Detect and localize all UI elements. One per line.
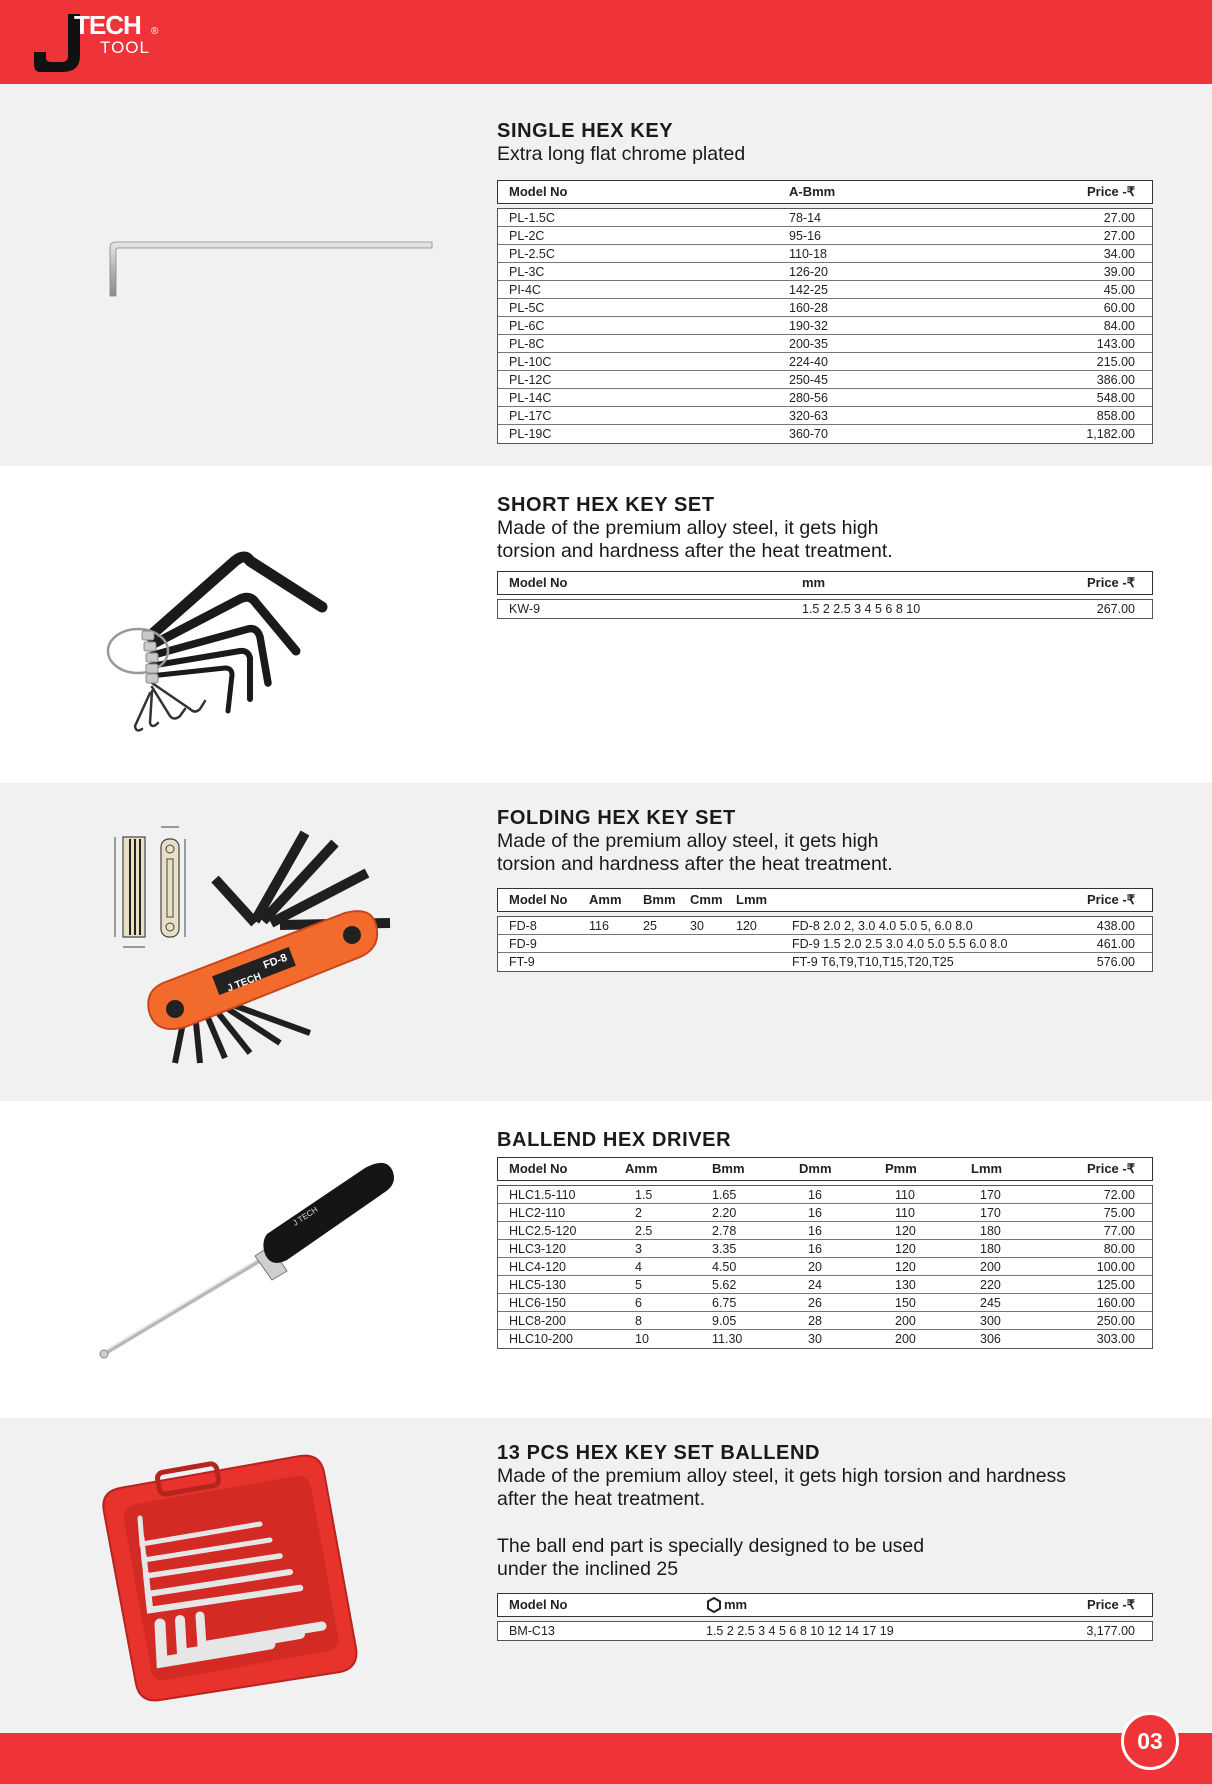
section-title: FOLDING HEX KEY SET <box>497 807 736 829</box>
table-cell: 2 <box>635 1206 642 1220</box>
table-cell: HLC5-130 <box>509 1278 566 1292</box>
table-cell: 142-25 <box>789 283 828 297</box>
table-cell: PL-6C <box>509 319 545 333</box>
table-cell: 386.00 <box>1096 373 1135 387</box>
table-row <box>498 407 1152 425</box>
table-cell: 267.00 <box>1096 602 1135 616</box>
table-cell: 143.00 <box>1096 337 1135 351</box>
table-cell: FD-8 2.0 2, 3.0 4.0 5.0 5, 6.0 8.0 <box>792 919 973 933</box>
table-cell: 180 <box>980 1242 1001 1256</box>
table-cell: 303.00 <box>1096 1332 1135 1346</box>
column-header: Model No <box>509 1597 568 1612</box>
section-short-hex-key-set <box>0 466 1212 783</box>
column-header: Price -₹ <box>1086 575 1135 590</box>
table-cell: 16 <box>808 1206 822 1220</box>
svg-text:®: ® <box>151 26 159 37</box>
table-cell: 27.00 <box>1103 211 1135 225</box>
table-cell: 3,177.00 <box>1086 1624 1135 1638</box>
table-cell: 125.00 <box>1096 1278 1135 1292</box>
table-cell: 8 <box>635 1314 642 1328</box>
table-cell: KW-9 <box>509 602 541 616</box>
table-row <box>498 371 1152 389</box>
table-cell: 25 <box>643 919 657 933</box>
table-cell: 250-45 <box>789 373 828 387</box>
table-cell: 28 <box>808 1314 822 1328</box>
svg-text:FD-8: FD-8 <box>261 951 289 972</box>
table-row <box>498 263 1152 281</box>
column-header: Dmm <box>799 1161 832 1176</box>
table-cell: 4.50 <box>712 1260 737 1274</box>
table-cell: FD-8 <box>509 919 537 933</box>
table-cell: PL-8C <box>509 337 545 351</box>
table-cell: 245 <box>980 1296 1001 1310</box>
table-cell: 34.00 <box>1103 247 1135 261</box>
short-hex-key-set-image <box>100 511 330 741</box>
column-header: Model No <box>509 575 568 590</box>
table-cell: 200 <box>895 1314 916 1328</box>
table-cell: 200-35 <box>789 337 828 351</box>
table-cell: 3.35 <box>712 1242 737 1256</box>
table-row <box>498 935 1152 953</box>
table-header <box>497 571 1153 595</box>
table-cell: 250.00 <box>1096 1314 1135 1328</box>
table-cell: 2.78 <box>712 1224 737 1238</box>
section-13-pcs-hex-key-set <box>0 1418 1212 1733</box>
table-cell: 858.00 <box>1096 409 1135 423</box>
table-cell: 9.05 <box>712 1314 737 1328</box>
table-cell: 2.5 <box>635 1224 653 1238</box>
table-cell: 320-63 <box>789 409 828 423</box>
table-cell: 3 <box>635 1242 642 1256</box>
table-cell: 30 <box>690 919 704 933</box>
table-cell: 220 <box>980 1278 1001 1292</box>
table-cell: 150 <box>895 1296 916 1310</box>
table-cell: 120 <box>736 919 757 933</box>
table-cell: 120 <box>895 1224 916 1238</box>
table-cell: 1.5 2 2.5 3 4 5 6 8 10 <box>802 602 921 616</box>
table-row <box>498 299 1152 317</box>
table-cell: FT-9 T6,T9,T10,T15,T20,T25 <box>792 955 954 969</box>
column-header: Bmm <box>712 1161 745 1176</box>
table-row <box>498 1240 1152 1258</box>
table-cell: FD-9 1.5 2.0 2.5 3.0 4.0 5.0 5.5 6.0 8.0 <box>792 937 1008 951</box>
section-description-line-2: torsion and hardness after the heat treatment. <box>497 540 893 562</box>
svg-text:TECH: TECH <box>74 12 141 40</box>
table-cell: 45.00 <box>1103 283 1135 297</box>
section-description-line-4: under the inclined 25 <box>497 1558 679 1580</box>
table-row <box>498 335 1152 353</box>
table-cell: 80.00 <box>1103 1242 1135 1256</box>
table-body <box>497 599 1153 619</box>
table-cell: 215.00 <box>1096 355 1135 369</box>
table-cell: 360-70 <box>789 427 828 441</box>
section-description: Extra long flat chrome plated <box>497 143 746 165</box>
table-cell: 2.20 <box>712 1206 737 1220</box>
table-header <box>497 1593 1153 1617</box>
table-cell: FD-9 <box>509 937 537 951</box>
table-row <box>498 1330 1152 1348</box>
section-single-hex-key <box>0 84 1212 466</box>
table-cell: HLC8-200 <box>509 1314 566 1328</box>
table-cell: 6 <box>635 1296 642 1310</box>
table-header <box>497 888 1153 912</box>
table-cell: 16 <box>808 1242 822 1256</box>
table-row <box>498 281 1152 299</box>
section-description-line-1: Made of the premium alloy steel, it gets high torsion and hardness <box>497 1465 1067 1487</box>
table-cell: 461.00 <box>1096 937 1135 951</box>
table-cell: HLC1.5-110 <box>509 1188 576 1202</box>
table-body <box>497 916 1153 972</box>
spec-table <box>497 888 1153 972</box>
table-cell: 95-16 <box>789 229 821 243</box>
table-cell: 60.00 <box>1103 301 1135 315</box>
table-cell: 39.00 <box>1103 265 1135 279</box>
table-cell: 100.00 <box>1096 1260 1135 1274</box>
table-cell: 27.00 <box>1103 229 1135 243</box>
section-title: SHORT HEX KEY SET <box>497 494 715 516</box>
table-cell: 110 <box>895 1206 915 1220</box>
table-row <box>498 1258 1152 1276</box>
table-row <box>498 317 1152 335</box>
column-header: Lmm <box>736 892 768 907</box>
svg-text:TOOL: TOOL <box>100 38 150 57</box>
table-cell: 1,182.00 <box>1086 427 1135 441</box>
table-cell: 120 <box>895 1260 916 1274</box>
table-cell: 5 <box>635 1278 642 1292</box>
table-cell: 77.00 <box>1103 1224 1135 1238</box>
table-cell: PL-17C <box>509 409 552 423</box>
table-row <box>498 1276 1152 1294</box>
table-cell: 126-20 <box>789 265 828 279</box>
section-description-line-2: after the heat treatment. <box>497 1488 706 1510</box>
table-row <box>498 917 1152 935</box>
table-cell: PL-2.5C <box>509 247 555 261</box>
table-cell: 116 <box>589 919 609 933</box>
table-cell: 10 <box>635 1332 649 1346</box>
table-header <box>497 1157 1153 1181</box>
column-header: Lmm <box>971 1161 1003 1176</box>
table-cell: 548.00 <box>1096 391 1135 405</box>
table-row <box>498 1222 1152 1240</box>
table-body <box>497 1185 1153 1349</box>
table-cell: 11.30 <box>712 1332 743 1346</box>
table-cell: 120 <box>895 1242 916 1256</box>
table-cell: 72.00 <box>1103 1188 1135 1202</box>
column-header: Model No <box>509 1161 568 1176</box>
table-cell: 160.00 <box>1096 1296 1135 1310</box>
table-cell: HLC4-120 <box>509 1260 566 1274</box>
column-header: Amm <box>589 892 622 907</box>
table-cell: 5.62 <box>712 1278 737 1292</box>
table-row <box>498 1294 1152 1312</box>
table-cell: 180 <box>980 1224 1001 1238</box>
table-cell: 16 <box>808 1224 822 1238</box>
table-cell: 24 <box>808 1278 822 1292</box>
table-cell: 16 <box>808 1188 822 1202</box>
table-body <box>497 208 1153 444</box>
svg-text:J TECH: J TECH <box>225 971 263 995</box>
table-row <box>498 389 1152 407</box>
table-cell: PL-10C <box>509 355 552 369</box>
table-cell: HLC3-120 <box>509 1242 566 1256</box>
section-ballend-hex-driver <box>0 1101 1212 1418</box>
table-cell: 300 <box>980 1314 1001 1328</box>
table-row <box>498 953 1152 971</box>
table-header <box>497 180 1153 204</box>
table-cell: 4 <box>635 1260 642 1274</box>
column-header: mm <box>802 575 826 590</box>
table-cell: PL-1.5C <box>509 211 555 225</box>
table-row <box>498 245 1152 263</box>
table-cell: PL-5C <box>509 301 545 315</box>
svg-text:J TECH: J TECH <box>291 1204 320 1228</box>
table-row <box>498 1622 1152 1640</box>
section-title: SINGLE HEX KEY <box>497 120 674 142</box>
table-cell: 110 <box>895 1188 915 1202</box>
table-cell: HLC2-110 <box>509 1206 566 1220</box>
table-cell: HLC10-200 <box>509 1332 573 1346</box>
column-header: Model No <box>509 184 568 199</box>
table-cell: 1.5 <box>635 1188 653 1202</box>
section-description-line-1: Made of the premium alloy steel, it gets high <box>497 517 879 539</box>
table-cell: 160-28 <box>789 301 828 315</box>
table-cell: 200 <box>980 1260 1001 1274</box>
table-cell: 190-32 <box>789 319 828 333</box>
table-cell: PL-2C <box>509 229 545 243</box>
table-row <box>498 227 1152 245</box>
table-cell: 200 <box>895 1332 916 1346</box>
table-cell: 224-40 <box>789 355 828 369</box>
spec-table <box>497 1157 1153 1349</box>
spec-table <box>497 180 1153 444</box>
column-header: Price -₹ <box>1086 1161 1135 1176</box>
table-cell: 20 <box>808 1260 822 1274</box>
table-cell: 438.00 <box>1096 919 1135 933</box>
table-row <box>498 1186 1152 1204</box>
column-header: Bmm <box>643 892 676 907</box>
table-row <box>498 425 1152 443</box>
table-cell: 75.00 <box>1103 1206 1135 1220</box>
table-cell: 280-56 <box>789 391 828 405</box>
section-description-line-1: Made of the premium alloy steel, it gets high <box>497 830 879 852</box>
table-cell: FT-9 <box>509 955 535 969</box>
table-cell: PL-3C <box>509 265 545 279</box>
table-cell: PL-19C <box>509 427 552 441</box>
section-description-line-2: torsion and hardness after the heat treatment. <box>497 853 893 875</box>
dimension-drawing <box>115 827 185 947</box>
column-header: A-Bmm <box>789 184 836 199</box>
table-row <box>498 1312 1152 1330</box>
column-header: Model No <box>509 892 568 907</box>
table-cell: 170 <box>980 1188 1001 1202</box>
table-cell: PL-14C <box>509 391 552 405</box>
section-description-line-3: The ball end part is specially designed to be used <box>497 1535 925 1557</box>
table-row <box>498 1204 1152 1222</box>
table-cell: PI-4C <box>509 283 541 297</box>
table-cell: 576.00 <box>1096 955 1135 969</box>
table-cell: HLC6-150 <box>509 1296 566 1310</box>
ballend-hex-driver-image <box>95 1146 400 1366</box>
column-header: Amm <box>625 1161 658 1176</box>
section-folding-hex-key-set <box>0 783 1212 1101</box>
column-header: Price -₹ <box>1086 184 1135 199</box>
table-cell: BM-C13 <box>509 1624 555 1638</box>
column-header: Pmm <box>885 1161 917 1176</box>
table-cell: PL-12C <box>509 373 552 387</box>
table-cell: 84.00 <box>1103 319 1135 333</box>
column-header: Price -₹ <box>1086 1597 1135 1612</box>
table-cell: 110-18 <box>789 247 827 261</box>
spec-table <box>497 1593 1153 1641</box>
column-header: Price -₹ <box>1086 892 1135 907</box>
footer-bar <box>0 1733 1212 1784</box>
table-cell: 1.65 <box>712 1188 737 1202</box>
table-row <box>498 209 1152 227</box>
column-header: mm <box>724 1597 748 1612</box>
table-cell: HLC2.5-120 <box>509 1224 577 1238</box>
column-header: Cmm <box>690 892 723 907</box>
table-cell: 130 <box>895 1278 916 1292</box>
section-title: BALLEND HEX DRIVER <box>497 1129 732 1151</box>
folding-hex-key-set-image <box>105 813 405 1073</box>
table-cell: 78-14 <box>789 211 821 225</box>
table-cell: 26 <box>808 1296 822 1310</box>
table-cell: 1.5 2 2.5 3 4 5 6 8 10 12 14 17 19 <box>706 1624 894 1638</box>
page-number-badge: 03 <box>1121 1712 1179 1770</box>
spec-table <box>497 571 1153 619</box>
table-row <box>498 600 1152 618</box>
hex-key-case-image <box>100 1448 360 1703</box>
hexagon-icon <box>706 1597 722 1613</box>
section-title: 13 PCS HEX KEY SET BALLEND <box>497 1442 821 1464</box>
table-row <box>498 353 1152 371</box>
table-cell: 306 <box>980 1332 1001 1346</box>
table-cell: 6.75 <box>712 1296 737 1310</box>
jtech-logo <box>34 12 194 74</box>
single-hex-key-image <box>100 234 435 304</box>
table-cell: 30 <box>808 1332 822 1346</box>
header-bar <box>0 0 1212 84</box>
table-body <box>497 1621 1153 1641</box>
table-cell: 170 <box>980 1206 1001 1220</box>
